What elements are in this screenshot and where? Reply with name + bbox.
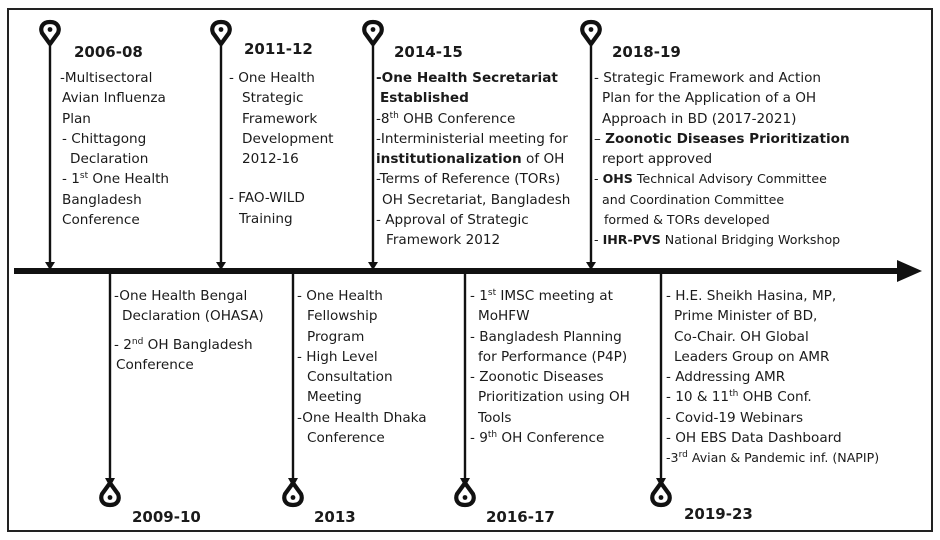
period-year: 2011-12 [244, 40, 313, 58]
event-text: for Performance (P4P) [478, 348, 628, 365]
event-text: -One Health Bengal [114, 288, 248, 304]
event-text: - FAO-WILD [229, 190, 305, 207]
event-text: -3rd Avian & Pandemic inf. (NAPIP) [666, 450, 880, 466]
event-text: - 10 & 11th OHB Conf. [666, 389, 812, 406]
location-pin-icon [101, 483, 118, 505]
period-year: 2014-15 [394, 43, 463, 61]
period-events [229, 68, 334, 229]
event-text: Framework [242, 110, 318, 127]
location-pin-icon [652, 483, 669, 505]
event-text: -One Health Secretariat [376, 70, 558, 86]
event-text: - Approval of Strategic [376, 212, 529, 229]
event-text: 2012-16 [242, 151, 299, 168]
event-text: Prime Minister of BD, [674, 308, 818, 325]
event-text: Declaration (OHASA) [122, 308, 264, 325]
event-text: OH Secretariat, Bangladesh [382, 191, 571, 208]
event-text: Declaration [70, 151, 149, 168]
event-text: - One Health [297, 288, 383, 304]
event-text: - Bangladesh Planning [470, 328, 622, 345]
period-events [297, 286, 427, 448]
event-text: - Zoonotic Diseases [470, 369, 604, 386]
location-pin-icon [456, 483, 473, 505]
event-text: Strategic [242, 90, 304, 107]
location-pin-icon [582, 22, 599, 44]
event-text: Tools [478, 409, 512, 426]
event-text: Conference [307, 430, 385, 447]
event-text: Fellowship [307, 308, 378, 325]
event-text: - 9th OH Conference [470, 430, 605, 447]
event-text: - Covid-19 Webinars [666, 409, 804, 426]
event-text: MoHFW [478, 308, 530, 325]
period-events [470, 286, 630, 448]
location-pin-icon [41, 22, 58, 44]
event-text: - OHS Technical Advisory Committee [594, 171, 827, 187]
event-text: - High Level [297, 348, 378, 365]
event-text: Leaders Group on AMR [674, 348, 830, 365]
event-text: -Multisectoral [60, 70, 153, 86]
event-text: Bangladesh [62, 191, 142, 208]
event-text: Meeting [307, 389, 362, 406]
event-text: and Coordination Committee [602, 191, 785, 207]
event-text: - OH EBS Data Dashboard [666, 430, 842, 447]
arrow-head-icon [897, 260, 922, 282]
location-pin-icon [212, 22, 229, 44]
event-text: Consultation [307, 369, 393, 386]
period-events [60, 68, 169, 230]
event-text: Prioritization using OH [478, 389, 630, 406]
event-text: Approach in BD (2017-2021) [602, 110, 797, 127]
event-text: Framework 2012 [386, 232, 501, 249]
event-text: Program [307, 328, 365, 345]
period-events [666, 286, 879, 469]
event-text: Training [239, 210, 293, 227]
event-text: -Interministerial meeting for [376, 130, 568, 147]
event-text: - 1st IMSC meeting at [470, 288, 613, 304]
event-text: - Addressing AMR [666, 369, 786, 386]
event-text: Plan [62, 110, 91, 127]
event-text: – Zoonotic Diseases Prioritization [594, 130, 850, 147]
event-text: Conference [116, 356, 194, 373]
event-text: -One Health Dhaka [297, 409, 427, 426]
location-pin-icon [364, 22, 381, 44]
event-text: -8th OHB Conference [376, 110, 516, 127]
event-text: Plan for the Application of a OH [602, 90, 817, 107]
period-year: 2006-08 [74, 43, 143, 61]
period-year: 2016-17 [486, 508, 555, 526]
event-text: - One Health [229, 70, 315, 86]
event-text: - IHR-PVS National Bridging Workshop [594, 232, 841, 248]
event-text: - 2nd OH Bangladesh [114, 336, 253, 353]
event-text: - 1st One Health [62, 171, 170, 188]
event-text: Avian Influenza [62, 90, 166, 107]
event-text: -Terms of Reference (TORs) [376, 171, 561, 188]
period-events [376, 68, 570, 251]
period-year: 2009-10 [132, 508, 201, 526]
event-text: formed & TORs developed [604, 212, 770, 228]
event-text: - Strategic Framework and Action [594, 70, 822, 86]
event-text: Development [242, 130, 334, 147]
event-text: Co-Chair. OH Global [674, 328, 809, 345]
period-events [594, 68, 850, 251]
event-text: Established [380, 90, 469, 107]
location-pin-icon [284, 483, 301, 505]
event-text: - Chittagong [62, 130, 147, 147]
event-text: Conference [62, 212, 140, 229]
period-year: 2018-19 [612, 43, 681, 61]
period-year: 2019-23 [684, 505, 753, 523]
event-text: report approved [602, 151, 713, 168]
period-year: 2013 [314, 508, 356, 526]
event-text: institutionalization of OH [376, 151, 565, 168]
event-text: - H.E. Sheikh Hasina, MP, [666, 288, 837, 304]
timeline-axis [14, 268, 899, 274]
period-events [114, 286, 264, 375]
